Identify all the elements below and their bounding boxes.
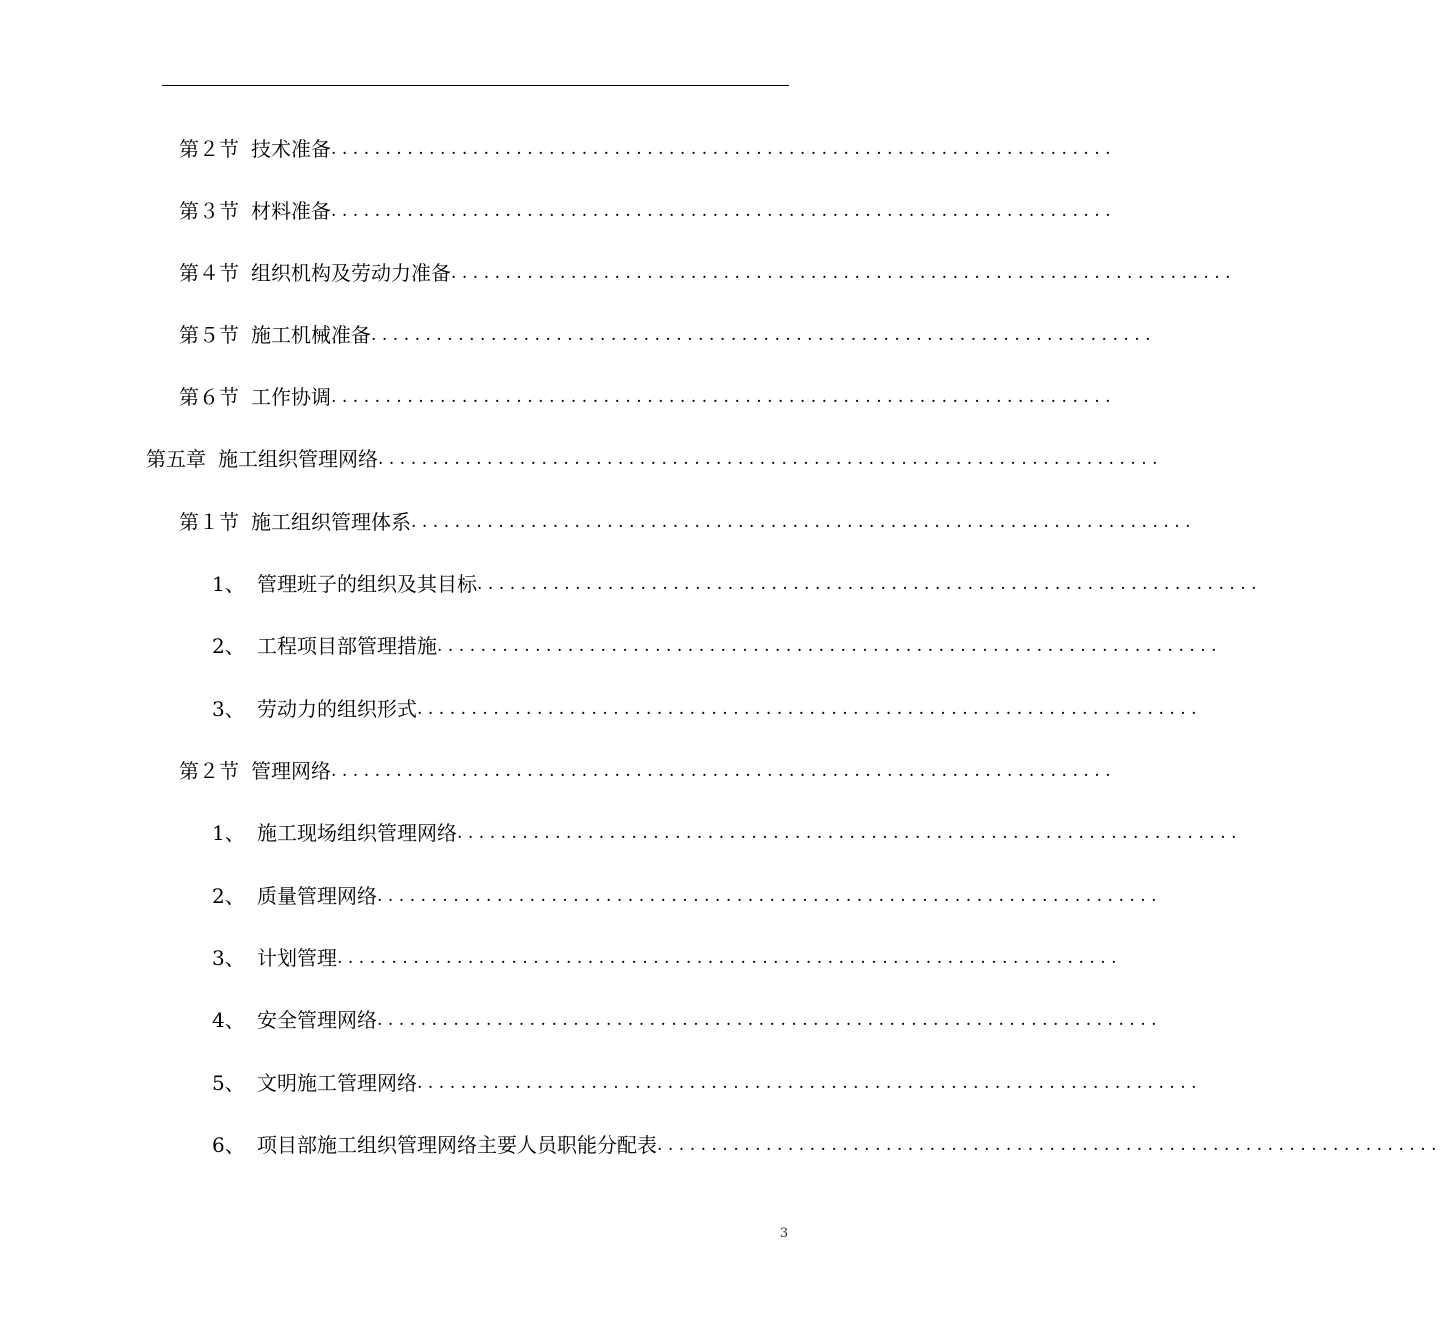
toc-entry-number: 2、	[212, 634, 245, 658]
toc-entry[interactable]	[0, 130, 1117, 164]
toc-entry-title: 质量管理网络	[257, 884, 377, 908]
toc-subentry[interactable]	[0, 627, 1223, 661]
toc-dot-leader: ........................................................................	[457, 823, 1243, 843]
toc-dot-leader: ........................................................................	[378, 449, 1164, 469]
toc-entry-number: 4、	[212, 1008, 245, 1032]
toc-entry-number: 第１节	[179, 510, 239, 534]
toc-entry-number: 1、	[212, 821, 245, 845]
toc-subentry[interactable]	[0, 1126, 1442, 1160]
toc-subentry[interactable]	[0, 1064, 1203, 1098]
toc-dot-leader: ........................................................................	[331, 387, 1117, 407]
toc-entry-title: 组织机构及劳动力准备	[251, 261, 451, 285]
toc-dot-leader: ........................................................................	[377, 1010, 1163, 1030]
toc-entry-title: 劳动力的组织形式	[257, 697, 417, 721]
toc-entry[interactable]	[0, 752, 1117, 786]
page-number: 3	[779, 1226, 789, 1241]
toc-entry-title: 管理网络	[251, 759, 331, 783]
toc-dot-leader: ........................................................................	[437, 636, 1223, 656]
toc-dot-leader: ........................................................................	[657, 1135, 1442, 1155]
toc-entry[interactable]	[0, 503, 1197, 537]
toc-entry-number: 3、	[212, 946, 245, 970]
toc-entry-title: 技术准备	[251, 137, 331, 161]
toc-dot-leader: ........................................................................	[331, 201, 1117, 221]
toc-entry-title: 安全管理网络	[257, 1008, 377, 1032]
toc-entry-title: 计划管理	[257, 946, 337, 970]
toc-dot-leader: ........................................................................	[377, 886, 1163, 906]
toc-dot-leader: ........................................................................	[417, 699, 1203, 719]
toc-entry[interactable]	[0, 316, 1157, 350]
toc-entry-title: 施工组织管理体系	[251, 510, 411, 534]
toc-entry-number: 第４节	[179, 261, 239, 285]
toc-entry-title: 文明施工管理网络	[257, 1071, 417, 1095]
header-rule	[162, 85, 789, 86]
toc-entry-number: 3、	[212, 697, 245, 721]
toc-chapter-entry[interactable]	[0, 440, 1164, 474]
toc-entry[interactable]	[0, 378, 1117, 412]
toc-entry-number: 第２节	[179, 137, 239, 161]
toc-entry-number: 2、	[212, 884, 245, 908]
toc-subentry[interactable]	[0, 1001, 1163, 1035]
toc-entry-title: 管理班子的组织及其目标	[257, 572, 477, 596]
toc-entry-number: 1、	[212, 572, 245, 596]
toc-dot-leader: ........................................................................	[337, 948, 1123, 968]
toc-entry-number: 第５节	[179, 323, 239, 347]
toc-entry[interactable]	[0, 254, 1237, 288]
toc-entry-title: 工程项目部管理措施	[257, 634, 437, 658]
toc-entry-number: 5、	[212, 1071, 245, 1095]
toc-entry-title: 项目部施工组织管理网络主要人员职能分配表	[257, 1133, 657, 1157]
toc-dot-leader: ........................................................................	[417, 1073, 1203, 1093]
toc-subentry[interactable]	[0, 814, 1243, 848]
toc-dot-leader: ........................................................................	[331, 761, 1117, 781]
toc-dot-leader: ........................................................................	[331, 139, 1117, 159]
toc-entry-number: 第五章	[146, 447, 206, 471]
toc-entry-number: 第３节	[179, 199, 239, 223]
toc-dot-leader: ........................................................................	[371, 325, 1157, 345]
toc-dot-leader: ........................................................................	[411, 512, 1197, 532]
toc-entry-title: 施工现场组织管理网络	[257, 821, 457, 845]
toc-entry-title: 工作协调	[251, 385, 331, 409]
toc-subentry[interactable]	[0, 939, 1123, 973]
toc-entry[interactable]	[0, 192, 1117, 226]
toc-subentry[interactable]	[0, 565, 1263, 599]
toc-entry-title: 施工组织管理网络	[218, 447, 378, 471]
toc-entry-number: 第６节	[179, 385, 239, 409]
toc-entry-number: 6、	[212, 1133, 245, 1157]
toc-entry-title: 施工机械准备	[251, 323, 371, 347]
toc-entry-title: 材料准备	[251, 199, 331, 223]
toc-dot-leader: ........................................................................	[477, 574, 1263, 594]
toc-subentry[interactable]	[0, 690, 1203, 724]
toc-subentry[interactable]	[0, 877, 1163, 911]
toc-entry-number: 第２节	[179, 759, 239, 783]
toc-dot-leader: ........................................................................	[451, 263, 1237, 283]
